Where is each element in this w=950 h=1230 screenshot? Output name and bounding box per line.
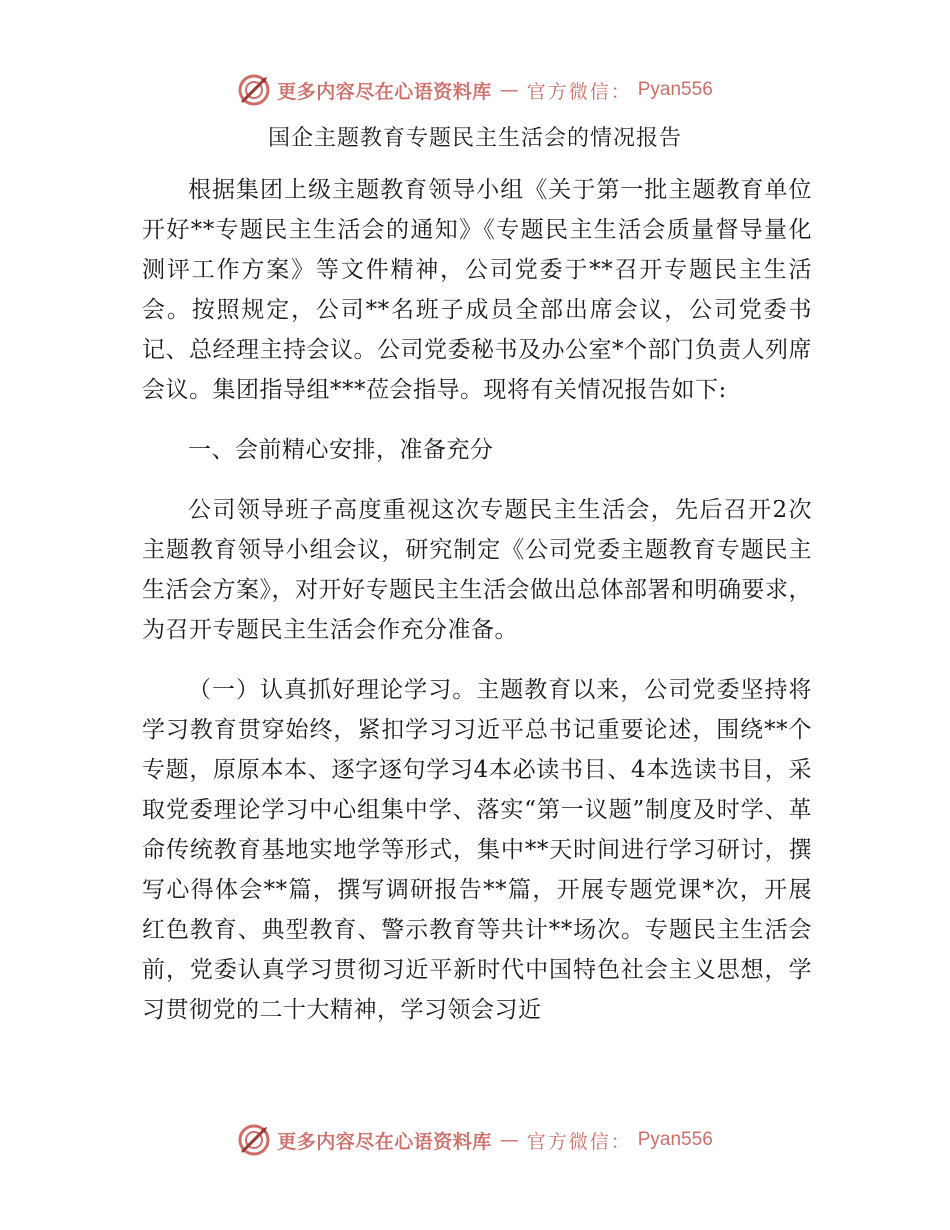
banner-wechat-id: Pyan556: [637, 79, 713, 100]
body-paragraph: （一）认真抓好理论学习。主题教育以来，公司党委坚持将学习教育贯穿始终，紧扣学习习近平总书记重要论述，围绕**个专题，原原本本、逐字逐句学习4本必读书目、4本选读书目，采取党委理论学习中心组集中学、落实“第一议题”制度及时学、革命传统教育基地实地学等形式，集中**天时间进行学习研讨，撰写心得体会**篇，撰写调研报告**篇，开展专题党课*次，开展红色教育、典型教育、警示教育等共计**场次。专题民主生活会前，党委认真学习贯彻习近平新时代中国特色社会主义思想，学习贯彻党的二十大精神，学习领会习近: [142, 677, 812, 1023]
intro-paragraph: 根据集团上级主题教育领导小组《关于第一批主题教育单位开好**专题民主生活会的通知》《专题民主生活会质量督导量化测评工作方案》等文件精神，公司党委于**召开专题民主生活会。按照规定，公司**名班子成员全部出席会议，公司党委书记、总经理主持会议。公司党委秘书及办公室*个部门负责人列席会议。集团指导组***莅会指导。现将有关情况报告如下:: [142, 177, 812, 403]
document-title: 国企主题教育专题民主生活会的情况报告: [267, 126, 682, 151]
header-watermark-banner: [0, 70, 950, 110]
banner-wechat-id: Pyan556: [637, 1129, 713, 1150]
banner-separator: —: [499, 79, 519, 101]
banner-wechat-label: 官方微信：: [526, 80, 632, 103]
section-heading: 一、会前精心安排，准备充分: [188, 437, 494, 463]
brand-logo-icon: [237, 73, 271, 107]
banner-tagline: 更多内容尽在心语资料库: [277, 1130, 492, 1153]
brand-logo-icon: [237, 1123, 271, 1157]
banner-tagline: 更多内容尽在心语资料库: [277, 80, 492, 103]
body-paragraph: 公司领导班子高度重视这次专题民主生活会，先后召开2次主题教育领导小组会议，研究制定《公司党委主题教育专题民主生活会方案》，对开好专题民主生活会做出总体部署和明确要求，为召开专题民主生活会作充分准备。: [142, 497, 812, 643]
footer-watermark-banner: [0, 1120, 950, 1160]
document-body: [142, 170, 812, 1030]
banner-wechat-label: 官方微信：: [526, 1130, 632, 1153]
banner-separator: —: [499, 1129, 519, 1151]
